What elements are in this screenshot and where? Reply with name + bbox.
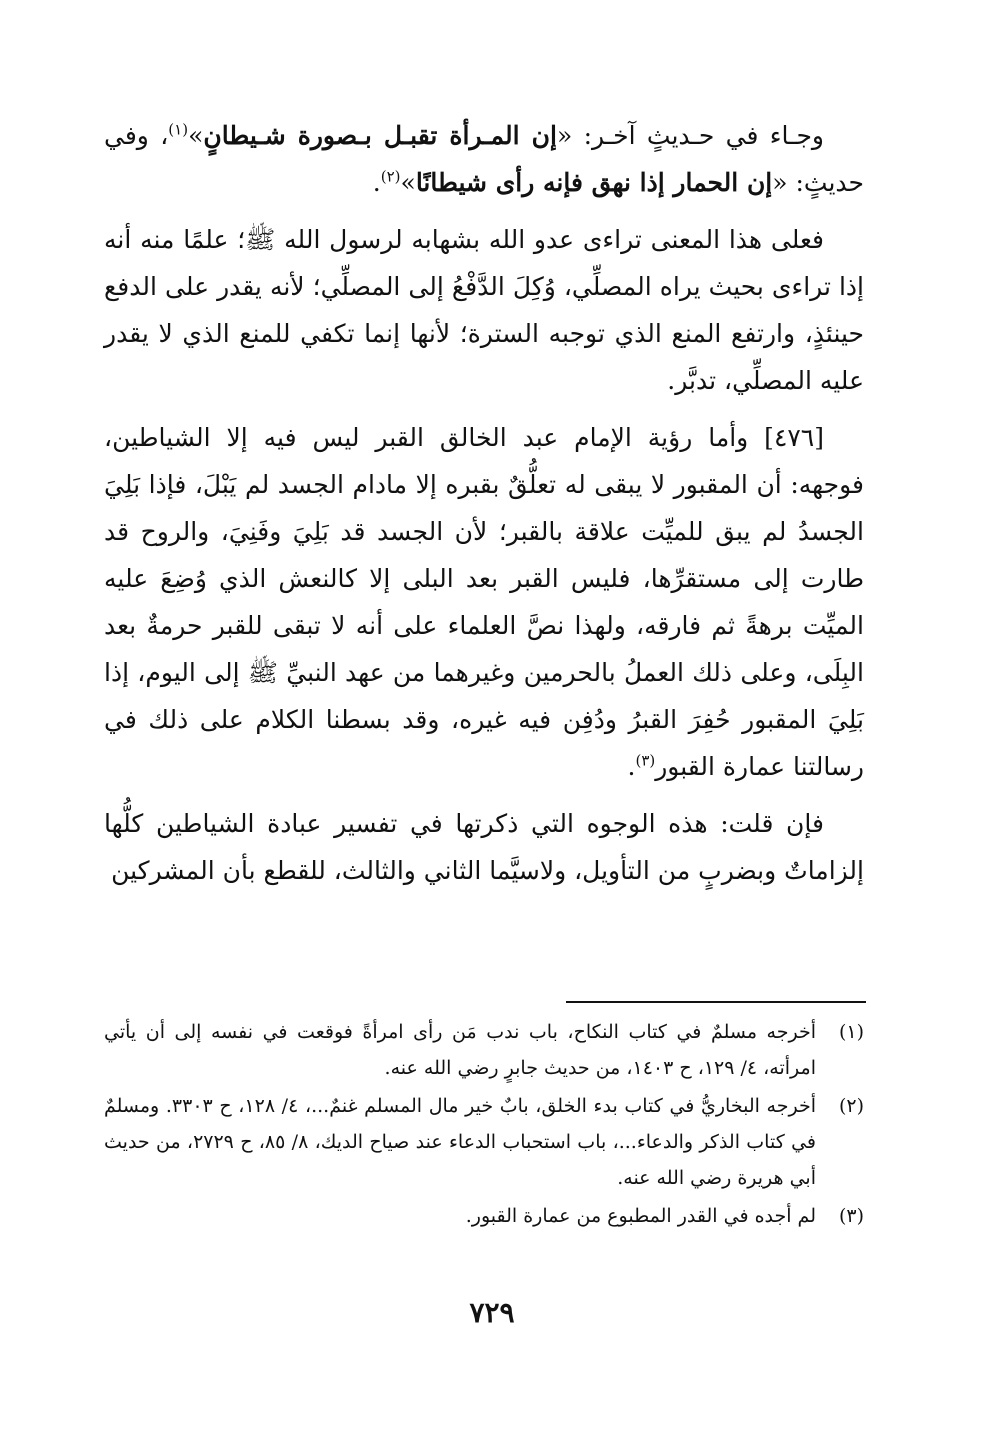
paragraph-3 — [104, 414, 864, 790]
hadith-quote: إن الحمار إذا نهق فإنه رأى شيطانًا — [415, 168, 773, 197]
footnote-number: (٢) — [838, 1095, 864, 1117]
text-run: فعلى هذا المعنى تراءى عدو الله بشهابه لرسول الله ﷺ؛ علمًا منه أنه إذا تراءى بحيث يراه المصلِّي، وُكِلَ الدَّفْعُ إلى المصلِّي؛ لأنه يقدر على الدفع حينئذٍ، وارتفع المنع الذي توجبه السترة؛ لأنها إنما تكفي للمنع الذي لا يقدر عليه المصلِّي، تدبَّر. — [104, 225, 864, 395]
text-run: ، وفي حديثٍ: « — [104, 121, 864, 197]
text-run: » — [188, 121, 204, 150]
footnote-number: (١) — [838, 1021, 864, 1043]
paragraph-2 — [104, 216, 864, 404]
footnote-ref-1[interactable]: (١) — [168, 120, 189, 139]
paragraph-1 — [104, 112, 864, 206]
hadith-quote: إن المـرأة تقبـل بـصورة شـيطانٍ — [203, 121, 557, 150]
footnote-1 — [104, 1014, 864, 1086]
footnote-3 — [104, 1198, 864, 1234]
footnote-separator — [566, 1001, 866, 1003]
paragraph-4 — [104, 800, 864, 894]
footnote-text: أخرجه مسلمٌ في كتاب النكاح، باب ندب مَن رأى امرأةً فوقعت في نفسه إلى أن يأتي امرأته، ٤/ ١٢٩، ح ١٤٠٣، من حديث جابرٍ رضي الله عنه. — [104, 1021, 816, 1079]
main-text — [104, 112, 864, 904]
footnote-ref-3[interactable]: (٣) — [635, 751, 656, 770]
footnote-text: لم أجده في القدر المطبوع من عمارة القبور. — [465, 1205, 816, 1227]
footnote-2 — [104, 1088, 864, 1196]
text-run: . — [372, 168, 381, 197]
footnote-text: أخرجه البخاريُّ في كتاب بدء الخلق، بابٌ خير مال المسلم غنمٌ...، ٤/ ١٢٨، ح ٣٣٠٣. ومسلمٌ في كتاب الذكر والدعاء...، باب استحباب الدعاء عند صياح الديك، ٨/ ٨٥، ح ٢٧٢٩، من حديث أبي هريرة رضي الله عنه. — [104, 1095, 816, 1189]
text-run: . — [627, 752, 636, 781]
text-run: » — [400, 168, 416, 197]
text-run: [٤٧٦] وأما رؤية الإمام عبد الخالق القبر ليس فيه إلا الشياطين، فوجهه: أن المقبور لا يبقى له تعلُّقٌ بقبره إلا مادام الجسد لم يَبْلَ، فإذا بَلِيَ الجسدُ لم يبق للميِّت علاقة بالقبر؛ لأن الجسد قد بَلِيَ وفَنِيَ، والروح قد طارت إلى مستقرِّها، فليس القبر بعد البلى إلا كالنعش الذي وُضِعَ عليه الميِّت برهةً ثم فارقه، ولهذا نصَّ العلماء على أنه لا تبقى للقبر حرمةٌ بعد البِلَى، وعلى ذلك العملُ بالحرمين وغيرهما من عهد النبيِّ ﷺ إلى اليوم، إذا بَلِيَ المقبور حُفِرَ القبرُ ودُفِن فيه غيره، وقد بسطنا الكلام على ذلك في رسالتنا عمارة القبور — [104, 423, 864, 781]
footnote-number: (٣) — [838, 1205, 864, 1227]
footnotes — [104, 1014, 864, 1236]
footnote-ref-2[interactable]: (٢) — [380, 167, 401, 186]
page-number: ٧٢٩ — [469, 1296, 515, 1329]
text-run: وجـاء في حـديثٍ آخـر: « — [556, 121, 824, 150]
text-run: فإن قلت: هذه الوجوه التي ذكرتها في تفسير عبادة الشياطين كلُّها إلزاماتٌ وبضربٍ من التأويل، ولاسيَّما الثاني والثالث، للقطع بأن المشركين — [104, 809, 864, 885]
